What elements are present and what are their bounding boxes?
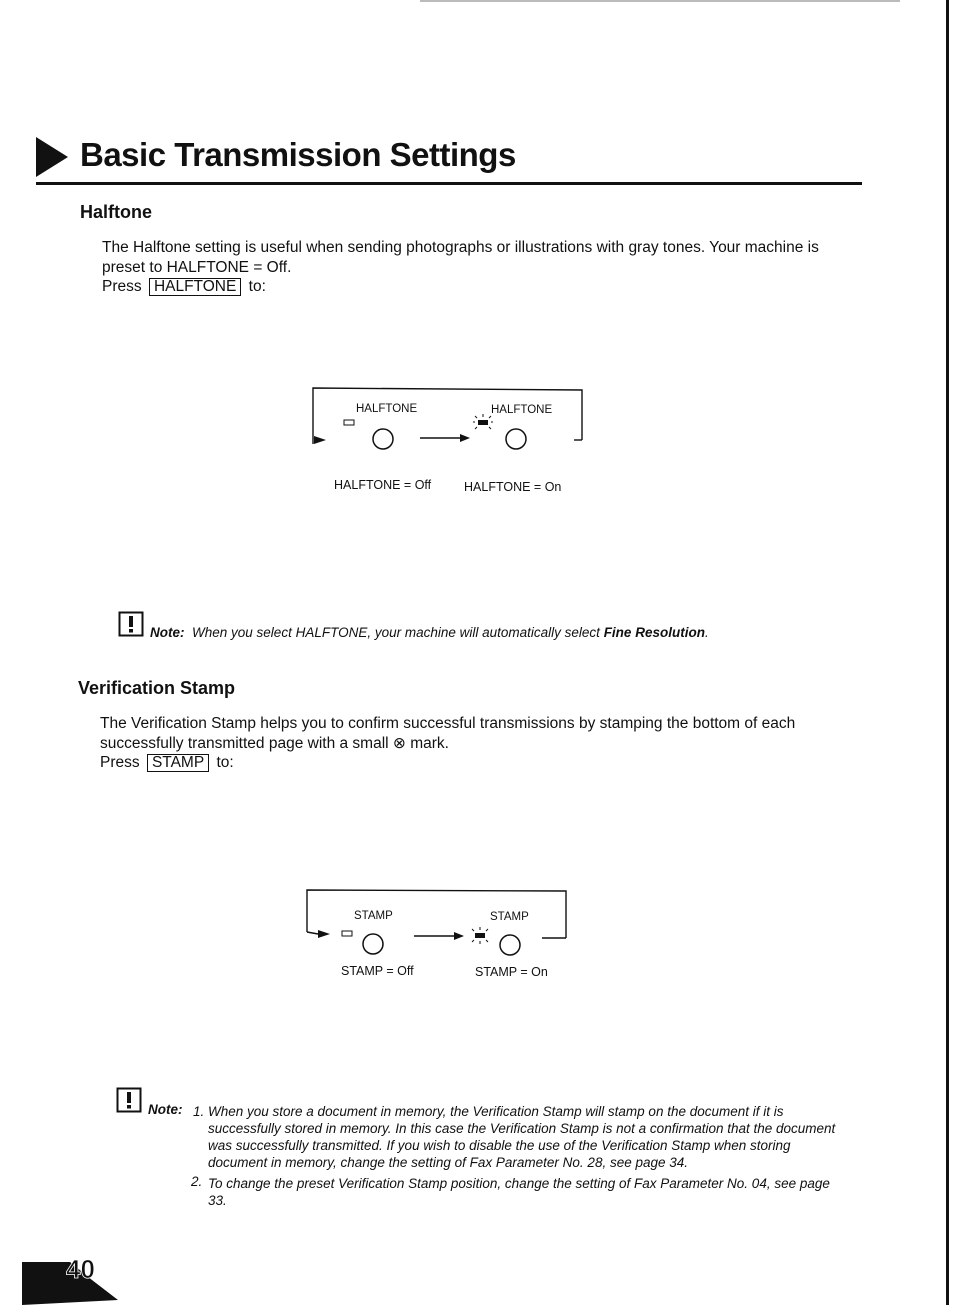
stamp-caption-off: STAMP = Off bbox=[341, 964, 414, 978]
arrow-right-icon bbox=[454, 932, 464, 940]
lamp-on-icon bbox=[472, 927, 488, 944]
halftone-heading: Halftone bbox=[80, 202, 152, 222]
press-prefix: Press bbox=[102, 278, 142, 295]
stamp-left-label: STAMP bbox=[354, 910, 393, 922]
page-number-tab bbox=[22, 1250, 122, 1305]
stamp-description: The Verification Stamp helps you to confirm successful transmissions by stamping the bottom of each successfully transmitted page with a small ⊗ mark. bbox=[100, 715, 796, 752]
press-prefix: Press bbox=[100, 754, 140, 771]
stamp-press-line bbox=[100, 754, 234, 772]
stamp-note-2-number: 2. bbox=[191, 1174, 203, 1189]
stamp-key: STAMP bbox=[147, 754, 209, 772]
stamp-note-2-text: To change the preset Verification Stamp position, change the setting of Fax Parameter No. 04, see page 33. bbox=[208, 1176, 830, 1208]
stamp-caption-on: STAMP = On bbox=[475, 965, 548, 979]
halftone-right-label: HALFTONE bbox=[491, 404, 553, 416]
halftone-note-bold: Fine Resolution bbox=[603, 625, 705, 640]
exclamation-box-icon bbox=[118, 611, 144, 637]
halftone-left-label: HALFTONE bbox=[356, 403, 418, 415]
halftone-description: The Halftone setting is useful when sending photographs or illustrations with gray tones. Your machine is preset to HALFTONE = Off. bbox=[102, 239, 819, 276]
stamp-panel-diagram bbox=[304, 886, 574, 962]
press-suffix: to: bbox=[216, 754, 234, 771]
halftone-panel-diagram bbox=[310, 384, 590, 456]
stamp-note-1-text: When you store a document in memory, the Verification Stamp will stamp on the document if it is successfully stored in memory. In this case the Verification Stamp is not a confirmation that the document was successfully transmitted. If you wish to disable the use of the Verification Stamp when storing document in memory, change the setting of Fax Parameter No. 28, see page 34. bbox=[208, 1104, 836, 1170]
right-triangle-icon bbox=[36, 137, 68, 177]
press-suffix: to: bbox=[248, 278, 266, 295]
halftone-note-end: . bbox=[704, 625, 709, 640]
halftone-caption-off: HALFTONE = Off bbox=[334, 478, 432, 492]
stamp-note-1-number: 1. bbox=[193, 1104, 205, 1119]
stamp-note-label bbox=[148, 1101, 183, 1118]
halftone-button-icon bbox=[373, 429, 393, 449]
lamp-off-icon bbox=[344, 420, 354, 425]
halftone-key: HALFTONE bbox=[149, 278, 241, 296]
top-edge-rule bbox=[420, 0, 900, 2]
halftone-button-icon bbox=[506, 429, 526, 449]
lamp-on-icon bbox=[473, 414, 493, 429]
arrow-right-icon bbox=[460, 434, 470, 442]
title-underline bbox=[36, 182, 862, 185]
exclamation-box-icon bbox=[116, 1087, 142, 1113]
page-edge bbox=[946, 0, 949, 1305]
page-title: Basic Transmission Settings bbox=[80, 136, 516, 173]
halftone-note bbox=[150, 624, 770, 641]
note-label: Note: bbox=[150, 625, 185, 640]
halftone-note-text: When you select HALFTONE, your machine will automatically select bbox=[192, 625, 604, 640]
page-number: 40 bbox=[66, 1254, 95, 1284]
lamp-off-icon bbox=[342, 931, 352, 936]
stamp-right-label: STAMP bbox=[490, 911, 529, 923]
halftone-press-line bbox=[102, 278, 266, 296]
stamp-heading: Verification Stamp bbox=[78, 678, 236, 698]
note-label: Note: bbox=[148, 1102, 183, 1117]
stamp-button-icon bbox=[363, 934, 383, 954]
stamp-button-icon bbox=[500, 935, 520, 955]
halftone-caption-on: HALFTONE = On bbox=[464, 480, 562, 494]
